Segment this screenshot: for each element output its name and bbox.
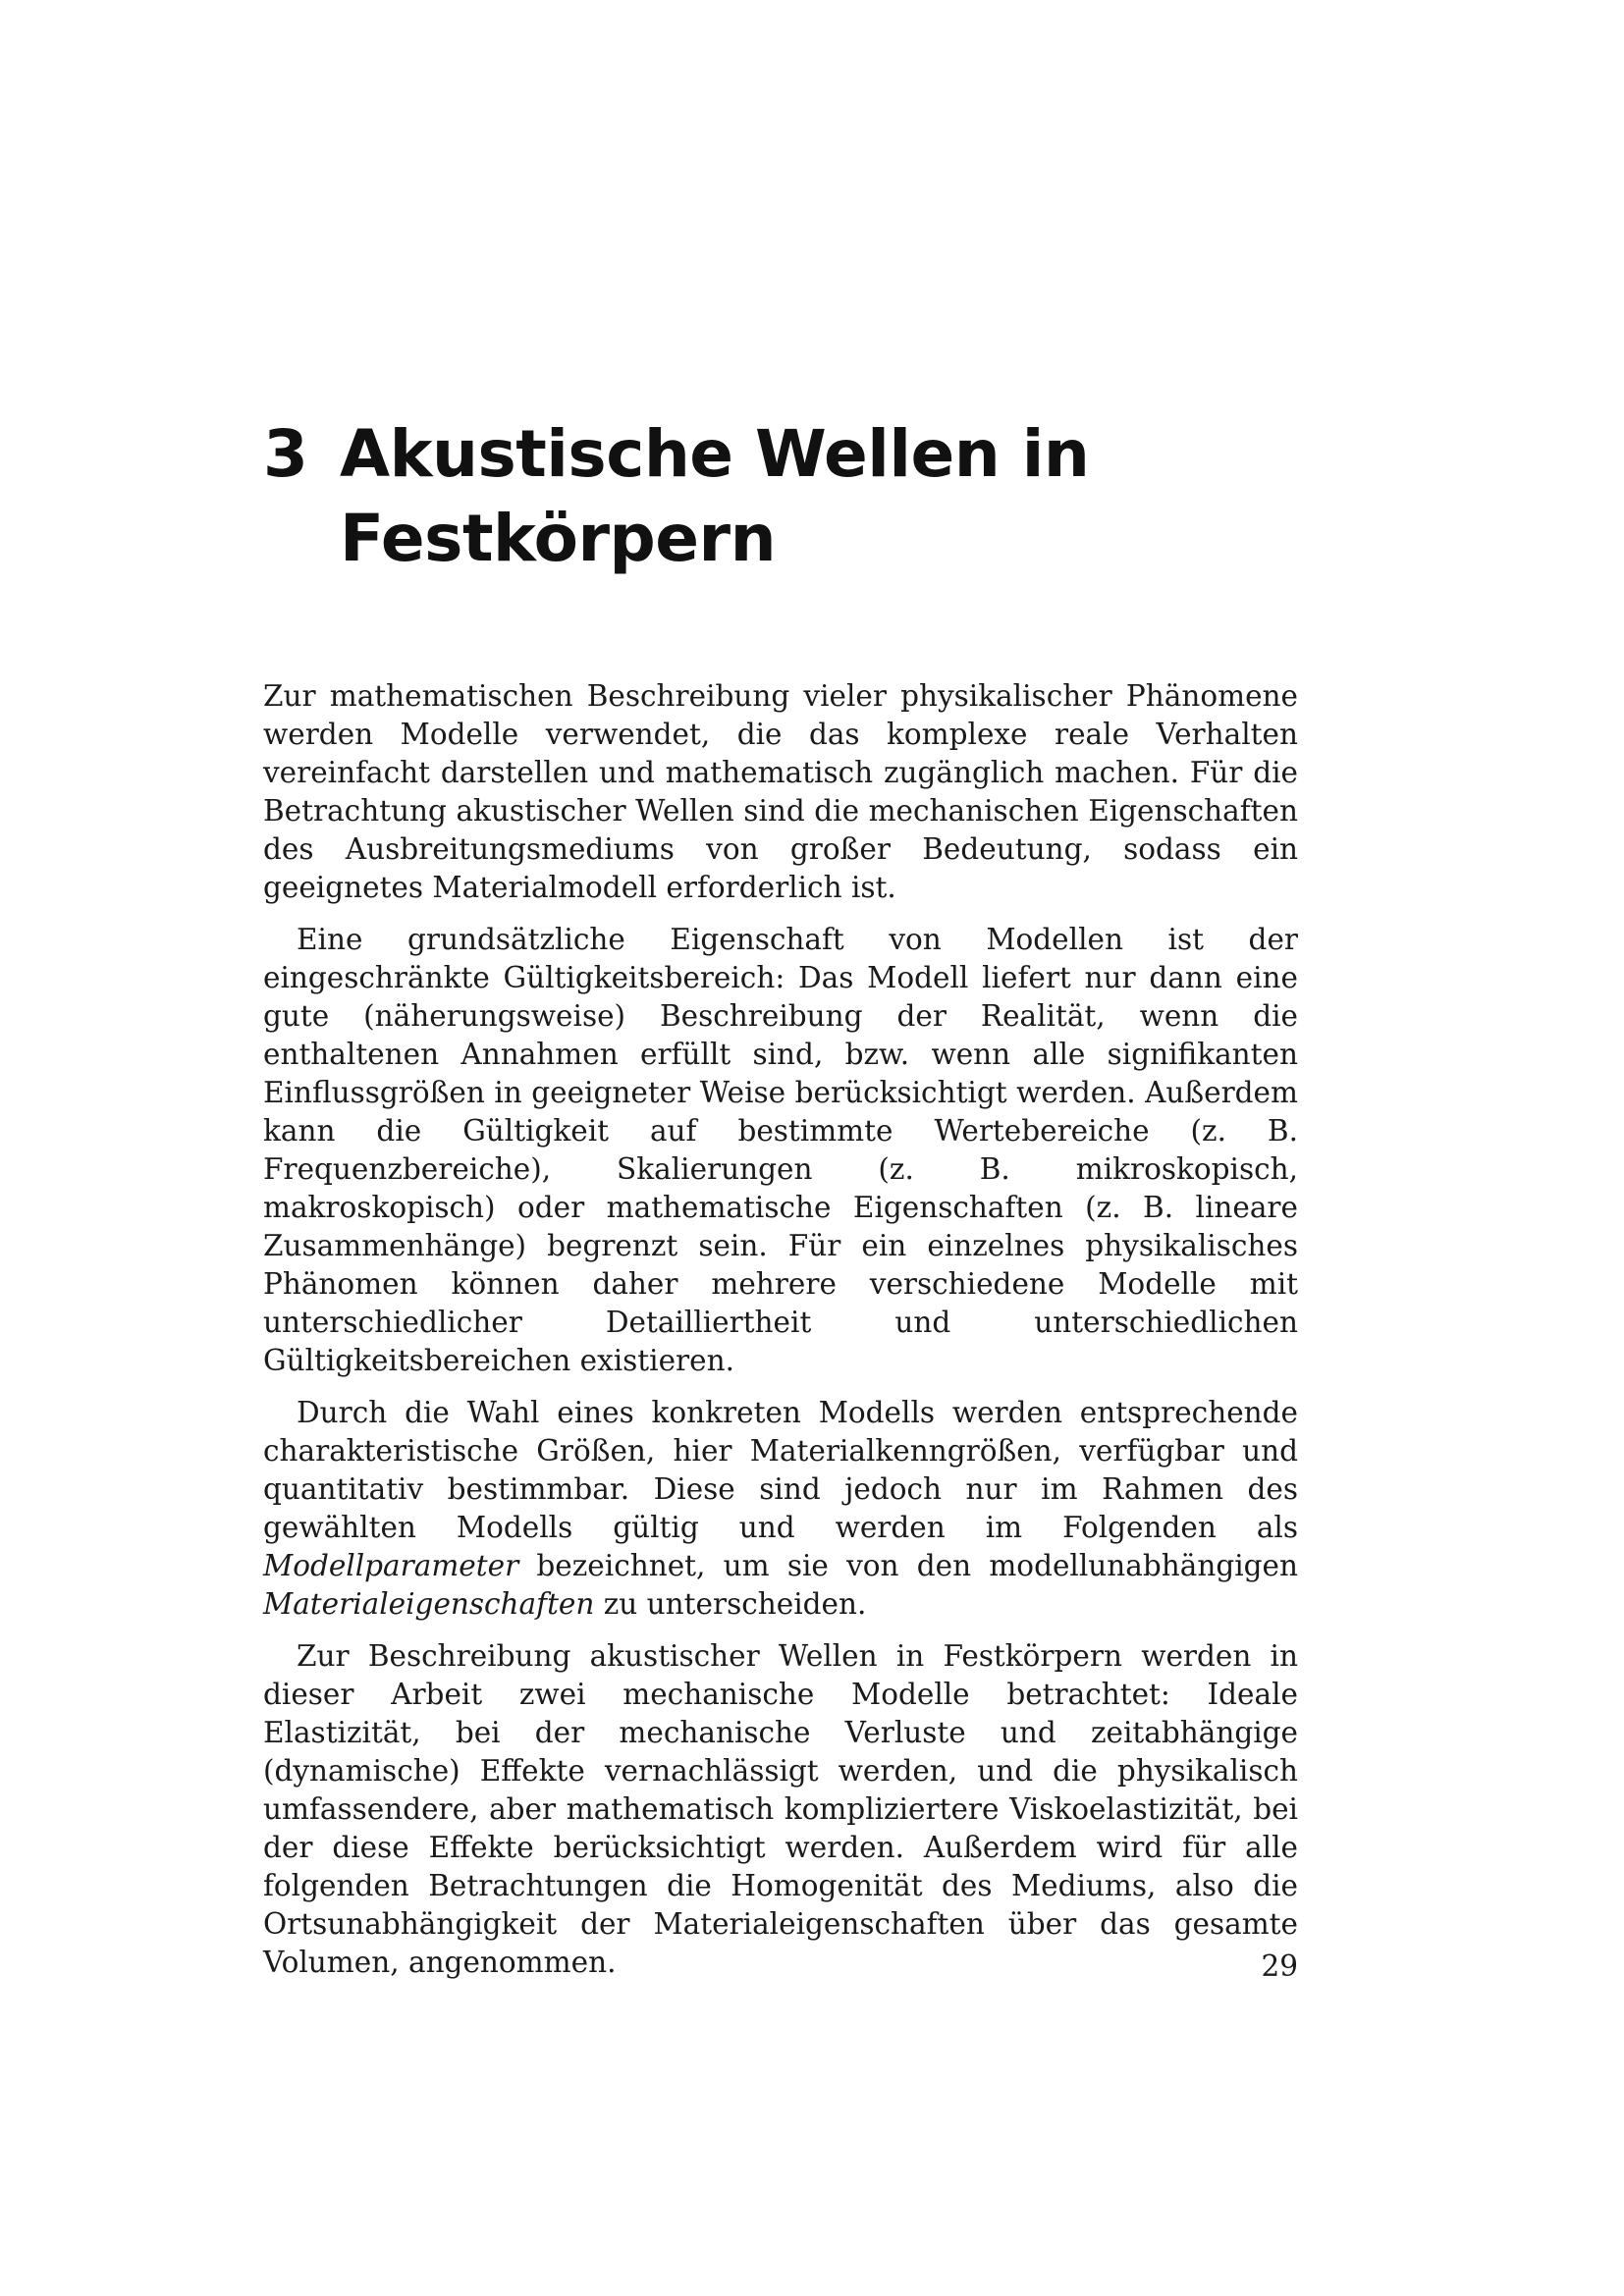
term-modellparameter: Modellparameter xyxy=(263,1549,519,1582)
body-text xyxy=(263,677,1298,1996)
paragraph-4: Zur Beschreibung akustischer Wellen in Festkörpern werden in dieser Arbeit zwei mechanische Modelle betrachtet: Ideale Elastizität, bei der mechanische Verluste und zeitabhängige (dynamische) Effekte vernachlässigt werden, und die physikalisch umfassendere, aber mathematisch kompliziertere Viskoelastizität, bei der diese Effekte berücksichtigt werden. Außerdem wird für alle folgenden Betrachtungen die Homogenität des Mediums, also die Ortsunabhängigkeit der Materialeigenschaften über das gesamte Volumen, angenommen. xyxy=(263,1639,1298,1979)
chapter-title: Akustische Wellen in Festkörpern xyxy=(340,416,1090,576)
term-materialeigenschaften: Materialeigenschaften xyxy=(263,1587,595,1621)
paragraph-1: Zur mathematischen Beschreibung vieler physikalischer Phänomene werden Modelle verwendet, die das komplexe reale Verhalten vereinfacht darstellen und mathematisch zugänglich machen. Für die Betrachtung akustischer Wellen sind die mechanischen Eigenschaften des Ausbreitungsmediums von großer Bedeutung, sodass ein geeignetes Materialmodell erforderlich ist. xyxy=(263,679,1298,904)
paragraph-2: Eine grundsätzliche Eigenschaft von Modellen ist der eingeschränkte Gültigkeitsbereich: Das Modell liefert nur dann eine gute (näherungsweise) Beschreibung der Realität, wenn die enthaltenen Annahmen erfüllt sind, bzw. wenn alle signifikanten Einflussgrößen in geeigneter Weise berücksichtigt werden. Außerdem kann die Gültigkeit auf bestimmte Wertebereiche (z. B. Frequenzbereiche), Skalierungen (z. B. mikroskopisch, makroskopisch) oder mathematische Eigenschaften (z. B. lineare Zusammenhänge) begrenzt sein. Für ein einzelnes physikalisches Phänomen können daher mehrere verschiedene Modelle mit unterschiedlicher Detailliertheit und unterschiedlichen Gültigkeitsbereichen existieren. xyxy=(263,923,1298,1377)
paragraph-3-text-3: zu unterscheiden. xyxy=(594,1587,867,1621)
chapter-heading xyxy=(263,412,1304,581)
paragraph-3-text-2: bezeichnet, um sie von den modellunabhängigen xyxy=(518,1549,1298,1582)
paragraph-3-text-1: Durch die Wahl eines konkreten Modells werden entsprechende charakteristische Größen, hier Materialkenngrößen, verfügbar und quantitativ bestimmbar. Diese sind jedoch nur im Rahmen des gewählten Modells gültig und werden im Folgenden als xyxy=(263,1396,1298,1544)
paragraph-3 xyxy=(263,1394,1298,1624)
chapter-number: 3 xyxy=(263,416,308,492)
page-number: 29 xyxy=(1261,1949,1298,1983)
